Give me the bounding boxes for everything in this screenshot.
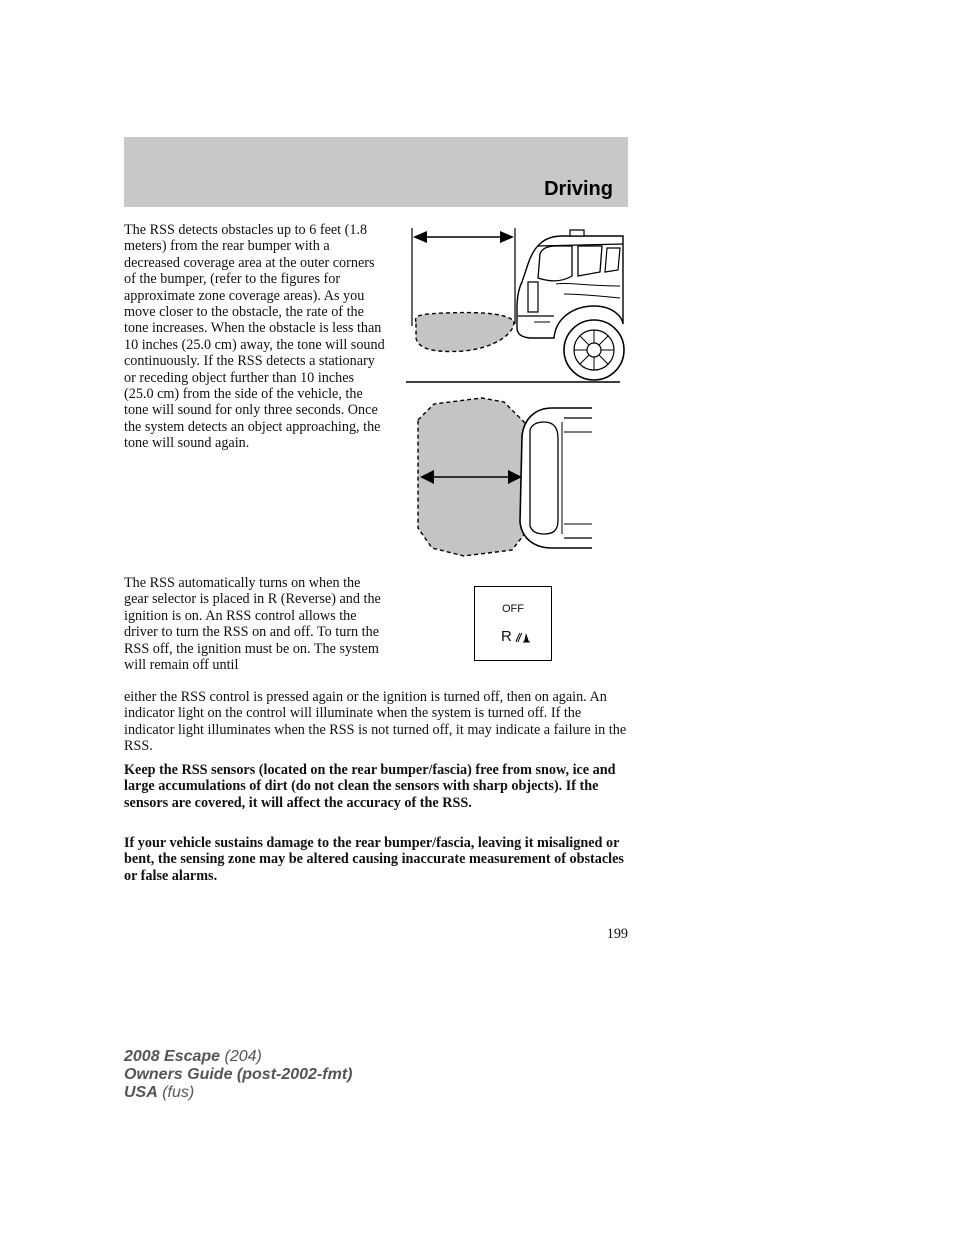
document-footer [124,1048,352,1102]
page-number: 199 [606,926,628,942]
paragraph-rss-control-continued: either the RSS control is pressed again or the ignition is turned off, then on again. An indicator light on the control will illuminate when the system is turned off. If the indicator light illuminates when the RSS is not turned off, it may indicate a failure in the RSS. [124,689,627,755]
footer-line-3 [124,1084,352,1102]
header-band [124,137,628,207]
range-arrow-left-head [413,231,427,243]
footer-guide: Owners Guide (post-2002-fmt) [124,1066,353,1083]
warning-bumper-damage: If your vehicle sustains damage to the rear bumper/fascia, leaving it misaligned or bent, the sensing zone may be altered causing inaccurate measurement of obstacles or false alarms. [124,835,624,884]
rss-control-button-graphic [474,586,552,661]
footer-model-code: (204) [220,1048,262,1065]
rss-off-label: OFF [502,603,524,615]
paragraph-rss-auto-on: The RSS automatically turns on when the gear selector is placed in R (Reverse) and the ignition is on. An RSS control allows the driver to turn the RSS on and off. To turn the RSS off, the ignition must be on. The system will remain off until [124,575,381,674]
top-view-coverage-figure [404,392,600,560]
rear-side-window [578,246,602,276]
rear-window [538,246,572,281]
side-coverage-zone [416,313,514,352]
side-view-coverage-figure [404,224,626,386]
section-title: Driving [544,178,613,200]
front-side-window [605,248,620,272]
rss-sensor-icon [514,630,530,644]
range-arrow-right-head [500,231,514,243]
footer-line-1 [124,1048,352,1066]
footer-model: 2008 Escape [124,1048,221,1065]
footer-line-2 [124,1066,352,1084]
tail-light [528,282,538,312]
footer-market-code: (fus) [157,1084,195,1101]
warning-keep-sensors-clean: Keep the RSS sensors (located on the rear bumper/fascia) free from snow, ice and large accumulations of dirt (do not clean the sensors with sharp objects). If the sensors are covered, it will affect the accuracy of the RSS. [124,762,616,811]
roof-rack-block [570,230,584,236]
footer-market: USA [124,1084,158,1101]
rear-glass-top [530,422,558,534]
rss-r-label: R [501,628,512,645]
paragraph-rss-detection: The RSS detects obstacles up to 6 feet (1.8 meters) from the rear bumper with a decreased coverage area at the outer corners of the bumper, (refer to the figures for approximate zone coverage areas). As you move closer to the obstacle, the rate of the tone increases. When the obstacle is less than 10 inches (25.0 cm) away, the tone will sound continuously. If the RSS detects a stationary or receding object further than 10 inches (25.0 cm) from the side of the vehicle, the tone will sound for only three seconds. Once the system detects an object approaching, the tone will sound again. [124,222,385,452]
wheel-hub [587,343,601,357]
